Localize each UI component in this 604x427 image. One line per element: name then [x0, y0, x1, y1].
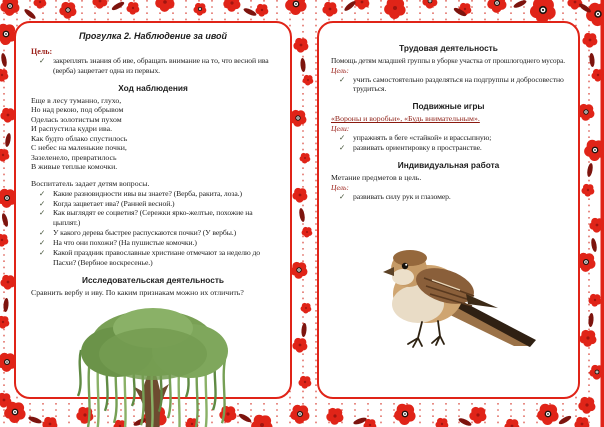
- question-item: [39, 199, 275, 209]
- games-goal-text: упражнять в беге «стайкой» и врассыпную;: [353, 133, 492, 143]
- poppy-icon: [223, 0, 240, 12]
- labor-heading: Трудовая деятельность: [399, 43, 498, 53]
- poppy-icon: [588, 294, 601, 307]
- poppy-icon: [504, 419, 519, 427]
- leaf-icon: [588, 313, 594, 327]
- question-item: [39, 238, 275, 248]
- leaf-icon: [0, 53, 7, 68]
- poppy-icon: [578, 397, 595, 414]
- check-icon: ✓: [39, 198, 46, 208]
- poem-line: Как будто облако спустилось: [31, 133, 128, 143]
- left-page-card: [14, 21, 292, 399]
- question-text: Как выглядят ее соцветия? (Сережки ярко-желтые, похожие на цыплят.): [53, 208, 253, 228]
- sparrow-bird-illustration: [382, 244, 544, 356]
- poppy-icon: [530, 0, 556, 23]
- poppy-icon: [303, 75, 314, 86]
- leaf-icon: [558, 414, 573, 425]
- questions-list: [31, 189, 275, 268]
- question-text: Какой праздник православные христиане отмечают за неделю до Пасхи? (Вербное воскресенье.): [53, 247, 261, 267]
- leaf-icon: [111, 0, 126, 11]
- poppy-icon: [435, 418, 448, 427]
- poppy-icon: [394, 404, 415, 425]
- observation-poem: [31, 96, 275, 172]
- poppy-icon: [487, 0, 506, 13]
- research-heading: Исследовательская деятельность: [81, 274, 224, 285]
- individual-goal-item: [339, 192, 566, 202]
- leaf-icon: [1, 213, 9, 228]
- right-page-card: [317, 21, 580, 399]
- individual-goal-label: Цель:: [331, 183, 349, 193]
- leaf-icon: [589, 53, 595, 67]
- leaf-icon: [513, 0, 528, 9]
- poem-line: В живые теплые комочки.: [31, 162, 118, 172]
- question-item: [39, 208, 275, 228]
- leaf-icon: [301, 323, 307, 337]
- poppy-icon: [292, 338, 307, 353]
- poppy-icon: [322, 2, 337, 17]
- question-text: На что они похожи? (На пушистые комочки.): [53, 237, 197, 247]
- games-heading: Подвижные игры: [412, 101, 485, 112]
- willow-tree-illustration: [69, 302, 237, 427]
- individual-text: Метание предметов в цель.: [331, 173, 422, 183]
- poppy-icon: [255, 4, 268, 17]
- games-names: «Вороны и воробьи», «Будь внимательным».: [331, 114, 480, 124]
- labor-goal-item: [339, 75, 566, 95]
- check-icon: ✓: [339, 133, 346, 143]
- poppy-icon: [422, 0, 437, 9]
- poem-line: И распустила кудри ива.: [31, 124, 113, 134]
- leaf-icon: [590, 238, 597, 253]
- poem-line: Оделась золотистым пухом: [31, 114, 122, 124]
- leaf-icon: [586, 163, 593, 178]
- check-icon: ✓: [39, 228, 46, 238]
- leaf-icon: [300, 58, 306, 72]
- poem-line: Но над рекою, под обрывом: [31, 105, 124, 115]
- leaf-icon: [298, 208, 305, 223]
- question-text: Когда зацветает ива? (Ранней весной.): [53, 198, 175, 208]
- sparrow-bird-image: [331, 244, 544, 361]
- poppy-icon: [193, 3, 206, 16]
- bird-legs: [408, 321, 444, 347]
- check-icon: ✓: [39, 247, 46, 257]
- poppy-icon: [155, 0, 174, 12]
- labor-goal-label: Цель:: [331, 65, 349, 75]
- bird-beak: [383, 267, 394, 276]
- check-icon: ✓: [39, 188, 46, 198]
- games-goal-text: развивать ориентировку в пространстве.: [353, 143, 482, 153]
- question-text: Какие разновидности ивы вы знаете? (Верба, ракита, лоза.): [53, 188, 242, 198]
- poppy-icon: [300, 153, 311, 164]
- poppy-icon: [4, 402, 25, 423]
- poppy-icon: [0, 69, 8, 82]
- poppy-icon: [469, 407, 486, 424]
- games-goal-item: [339, 143, 566, 153]
- poppy-icon: [384, 0, 405, 19]
- poppy-icon: [126, 2, 139, 15]
- poppy-icon: [59, 2, 76, 19]
- check-icon: ✓: [39, 56, 46, 65]
- poppy-icon: [292, 188, 307, 203]
- poppy-icon: [293, 38, 308, 53]
- questions-intro: Воспитатель задает детям вопросы.: [31, 178, 150, 188]
- poppy-icon: [298, 376, 311, 389]
- check-icon: ✓: [39, 208, 46, 218]
- poppy-icon: [301, 303, 312, 314]
- goal-label: Цель:: [31, 47, 53, 56]
- poem-line: Зазеленело, превратилось: [31, 152, 117, 162]
- question-text: У какого дерева быстрее распускаются почки? (У вербы.): [53, 228, 237, 238]
- goal-item: [39, 56, 275, 76]
- poppy-icon: [537, 404, 558, 425]
- poppy-icon: [579, 330, 596, 347]
- games-goal-label: Цели:: [331, 124, 350, 134]
- question-item: [39, 189, 275, 199]
- poppy-icon: [0, 316, 9, 329]
- individual-heading: Индивидуальная работа: [397, 160, 500, 171]
- leaf-icon: [243, 7, 258, 17]
- leaf-icon: [23, 8, 37, 21]
- page-title: Прогулка 2. Наблюдение за ивой: [78, 31, 228, 41]
- poppy-icon: [354, 0, 369, 10]
- leaf-icon: [4, 133, 11, 148]
- research-text: Сравнить вербу и иву. По каким признакам можно их отличить?: [31, 287, 244, 297]
- poppy-icon: [290, 262, 307, 279]
- poppy-icon: [290, 405, 309, 424]
- check-icon: ✓: [339, 74, 346, 84]
- bird-eye: [402, 263, 408, 269]
- willow-tree-image: [31, 302, 275, 427]
- observation-heading: Ход наблюдения: [118, 82, 188, 93]
- poppy-icon: [0, 234, 8, 247]
- check-icon: ✓: [339, 192, 346, 202]
- check-icon: ✓: [339, 143, 346, 153]
- labor-text: Помощь детям младшей группы в уборке участка от прошлогоднего мусора.: [331, 56, 566, 65]
- individual-goal-text: развивать силу рук и глазомер.: [353, 192, 451, 202]
- poppy-icon: [574, 417, 589, 427]
- poppy-icon: [581, 184, 594, 197]
- question-item: [39, 248, 275, 268]
- poppy-icon: [582, 33, 597, 48]
- poppy-icon: [33, 0, 46, 9]
- games-goal-item: [339, 133, 566, 143]
- poem-line: Еще в лесу туманно, глухо,: [31, 95, 122, 105]
- goal-text: закреплять знания об иве, обращать внимание на то, что весной ива (верба) зацветает одна из первых.: [53, 56, 269, 75]
- poppy-icon: [0, 149, 9, 162]
- question-item: [39, 228, 275, 238]
- poem-line: С небес на маленькие почки,: [31, 143, 127, 153]
- check-icon: ✓: [39, 237, 46, 247]
- labor-goal-text: учить самостоятельно разделяться на подгруппы и добросовестно трудиться.: [353, 74, 564, 94]
